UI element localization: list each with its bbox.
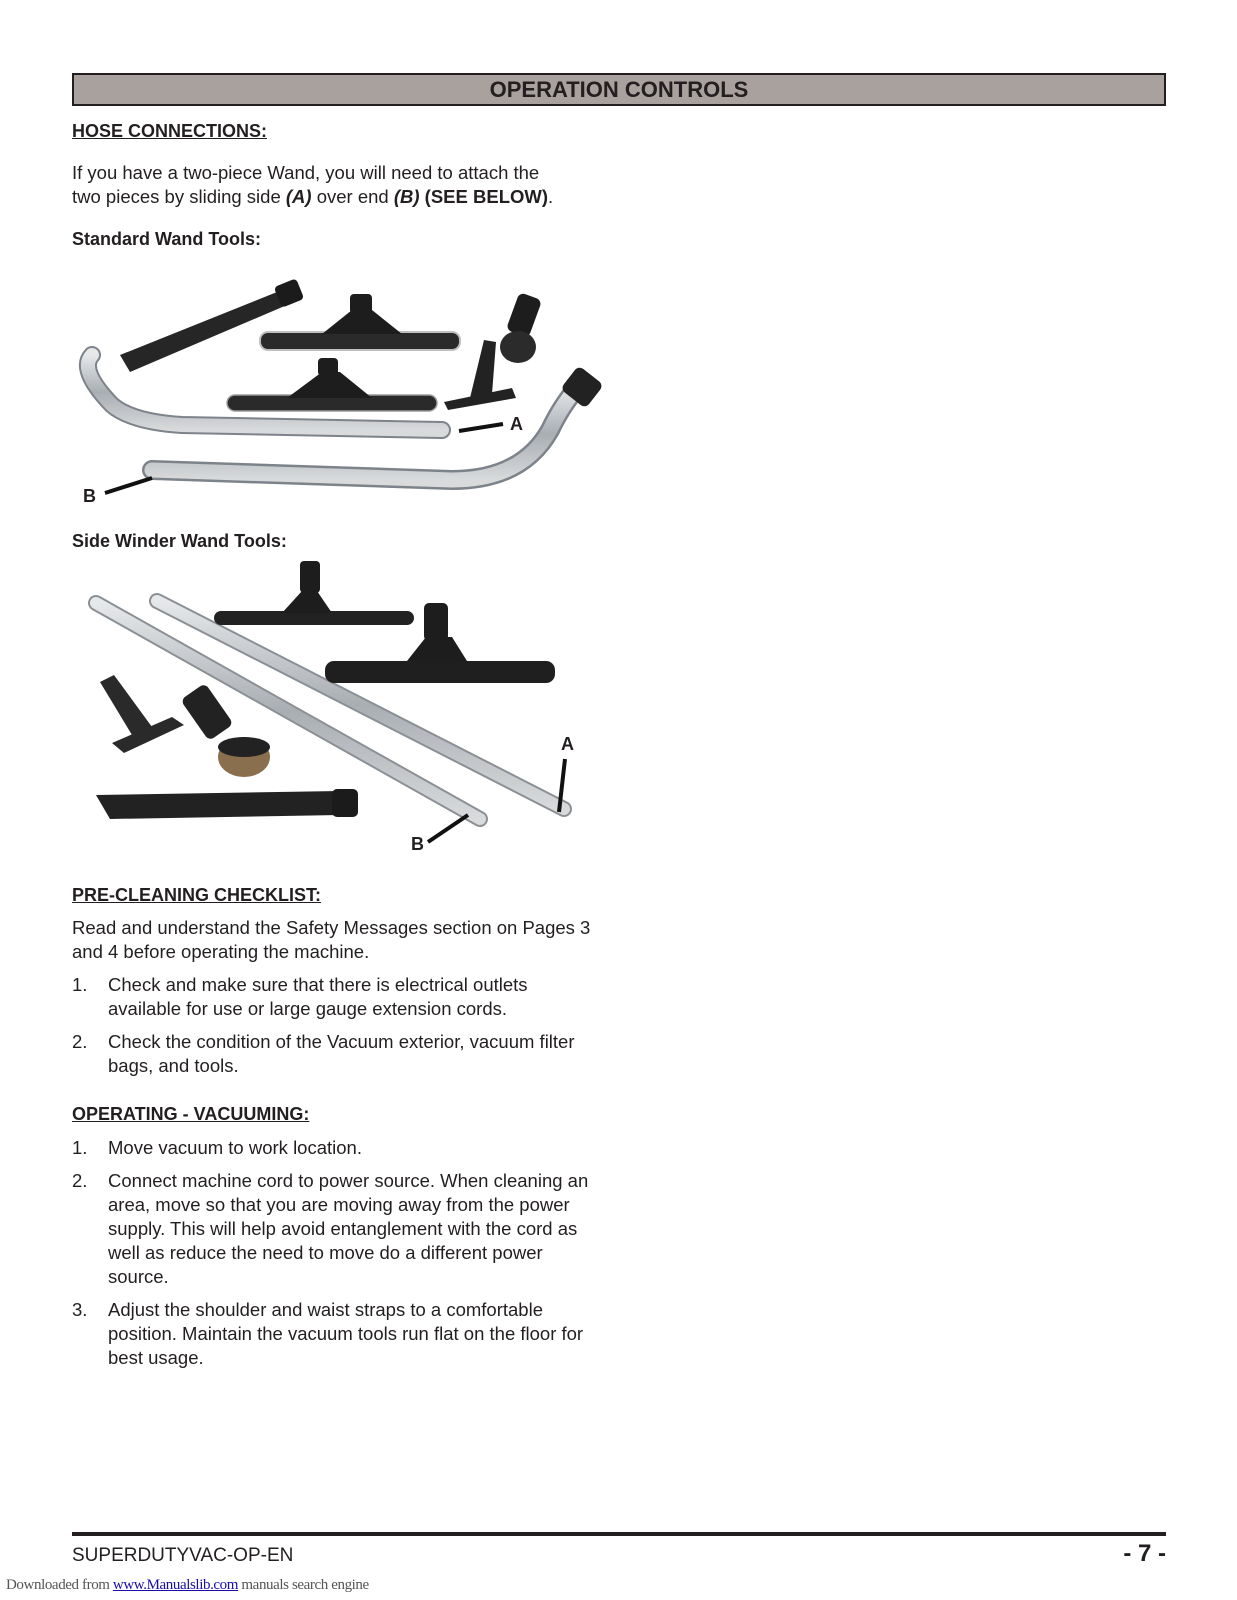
side-a-ref: (A) — [285, 186, 312, 207]
list-text: Adjust the shoulder and waist straps to a comfortable position. Maintain the vacuum tools run flat on the floor for best usage. — [108, 1299, 584, 1368]
upholstery-tool — [100, 675, 184, 753]
watermark-suffix: manuals search engine — [238, 1577, 369, 1593]
end-b-ref: (B) — [393, 186, 420, 207]
straight-wand-1 — [96, 603, 480, 819]
footer-divider — [72, 1532, 1166, 1536]
pointer-line-b — [428, 815, 468, 842]
see-below-ref: (SEE BELOW) — [419, 186, 549, 207]
intro-line-1: If you have a two-piece Wand, you will need to attach the — [72, 162, 540, 183]
crevice-tool — [120, 278, 304, 372]
standard-wand-tools-image — [72, 270, 612, 520]
download-watermark — [6, 1577, 369, 1594]
hose-connections-intro — [72, 161, 602, 209]
intro-line-2 — [72, 185, 602, 209]
list-text: Check and make sure that there is electrical outlets available for use or large gauge extension cords. — [108, 974, 528, 1019]
list-number: 2. — [72, 1031, 88, 1052]
list-item — [72, 1136, 592, 1160]
pre-cleaning-list — [72, 973, 602, 1087]
section-header: OPERATION CONTROLS — [72, 73, 1166, 106]
list-text: Move vacuum to work location. — [108, 1137, 362, 1158]
list-number: 2. — [72, 1170, 88, 1191]
operating-vacuuming-heading: OPERATING - VACUUMING: — [72, 1104, 310, 1124]
callout-a: A — [510, 414, 523, 434]
pre-cleaning-intro: Read and understand the Safety Messages section on Pages 3 and 4 before operating the machine. — [72, 917, 591, 962]
side-winder-tools-image — [72, 557, 602, 857]
floor-tool-top — [214, 561, 414, 625]
pointer-line-b — [105, 478, 152, 493]
list-number: 1. — [72, 974, 88, 995]
page-number: - 7 - — [1123, 1540, 1166, 1567]
document-code: SUPERDUTYVAC-OP-EN — [72, 1545, 294, 1566]
dusting-brush — [500, 292, 542, 363]
floor-brush-lower — [227, 358, 437, 411]
intro-period: . — [548, 186, 554, 207]
operating-list — [72, 1136, 592, 1379]
callout-a: A — [561, 734, 574, 754]
list-item — [72, 1030, 602, 1078]
intro-text: two pieces by sliding side — [72, 186, 286, 207]
callout-b: B — [83, 486, 96, 506]
manualslib-link[interactable]: www.Manualslib.com — [112, 1577, 239, 1593]
list-item — [72, 1298, 592, 1370]
pre-cleaning-heading: PRE-CLEANING CHECKLIST: — [72, 885, 322, 905]
list-number: 1. — [72, 1137, 88, 1158]
list-item — [72, 1169, 592, 1289]
standard-wand-tools-label: Standard Wand Tools: — [72, 229, 261, 249]
crevice-tool — [96, 789, 358, 819]
list-text: Check the condition of the Vacuum exterior, vacuum filter bags, and tools. — [108, 1031, 575, 1076]
intro-text: over end — [311, 186, 394, 207]
hose-connections-heading: HOSE CONNECTIONS: — [72, 121, 268, 141]
list-item — [72, 973, 602, 1021]
side-winder-wand-tools-label: Side Winder Wand Tools: — [72, 531, 287, 551]
callout-b: B — [411, 834, 424, 854]
pointer-line-a — [459, 424, 503, 431]
list-number: 3. — [72, 1299, 88, 1320]
watermark-prefix: Downloaded from — [6, 1577, 113, 1593]
list-text: Connect machine cord to power source. When cleaning an area, move so that you are moving away from the power supply. This will help avoid entanglement with the cord as well as reduce the need to move do a different power source. — [108, 1170, 589, 1287]
